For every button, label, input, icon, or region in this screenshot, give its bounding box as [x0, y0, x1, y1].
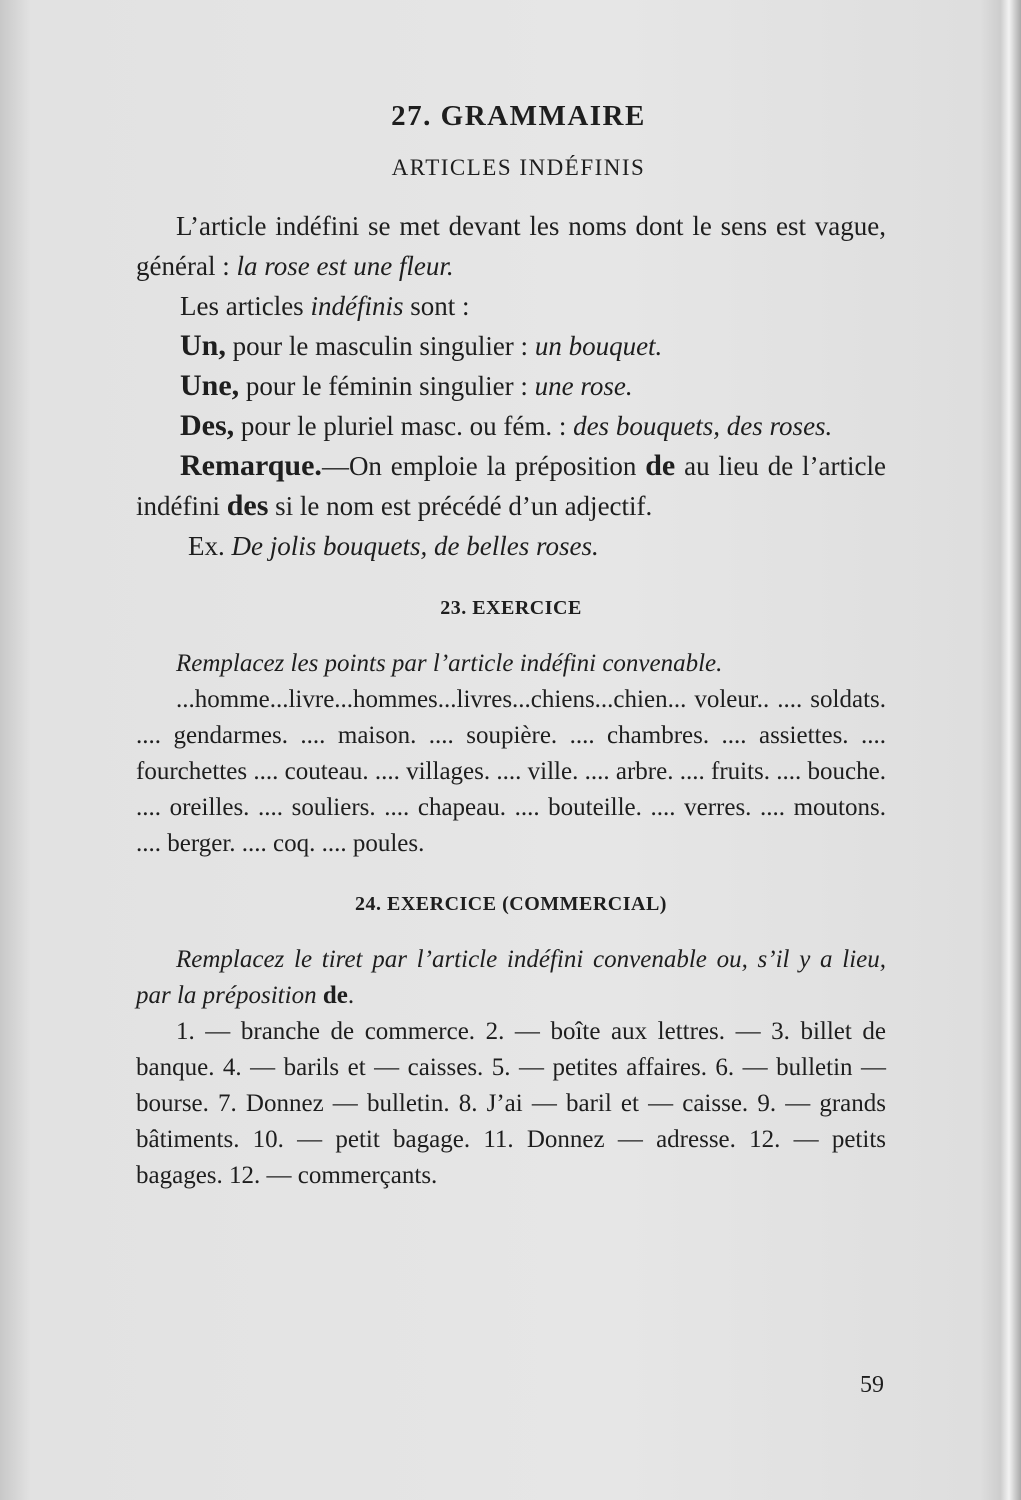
chapter-heading: 27. GRAMMAIRE [391, 100, 646, 132]
exercise-23-body: ...homme...livre...hommes...livres...chiens...chien... voleur.. .... soldats. .... gendarmes. .... maison. .... soupière. .... chambres. .... assiettes. .... fourchettes .... couteau. .... villages. .... ville. .... arbre. .... fruits. .... bouche. .... oreilles. .... souliers. .... chapeau. .... bouteille. .... verres. .... moutons. .... berger. .... coq. .... poules. [136, 686, 886, 857]
list-intro [136, 286, 886, 326]
article-term: Une, [180, 369, 240, 402]
article-item-des [136, 406, 886, 446]
list-intro-word: indéfinis [310, 291, 404, 321]
article-item-un [136, 326, 886, 366]
article-desc: pour le pluriel masc. ou fém. : [240, 411, 567, 441]
list-intro-lead: Les articles [180, 291, 304, 321]
remark-text: si le nom est précédé d’un adjectif. [275, 491, 653, 521]
exercise-24-title: 24. EXERCICE (COMMERCIAL) [355, 893, 667, 915]
exercise-23-title: 23. EXERCICE [440, 597, 582, 619]
exercise-24-instruction-text: Remplacez le tiret par l’article indéfini convenable ou, s’il y a lieu, par la préposition [136, 946, 886, 1009]
remark-paragraph [136, 446, 886, 526]
section-heading: ARTICLES INDÉFINIS [391, 155, 646, 180]
article-example: une rose. [534, 371, 633, 401]
intro-example: la rose est une fleur. [236, 251, 454, 281]
remark-bold-des: des [226, 489, 269, 522]
remark-label: Remarque. [180, 449, 322, 482]
page-edge [1001, 0, 1021, 1500]
exercise-23-instruction: Remplacez les points par l’article indéfini convenable. [176, 650, 723, 677]
intro-text: L’article indéfini se met devant les noms dont le sens est vague, général : [136, 211, 886, 281]
article-desc: pour le masculin singulier : [232, 331, 529, 361]
article-term: Des, [180, 409, 235, 442]
list-intro-tail: sont : [410, 291, 470, 321]
exercise-24-instruction-de: de [322, 982, 348, 1009]
remark-example-lead: Ex. [188, 531, 225, 561]
remark-example [136, 526, 886, 566]
intro-paragraph [136, 206, 886, 286]
exercise-24-instruction: Remplacez le tiret par l’article indéfini convenable ou, s’il y a lieu, par la préposition de. [136, 946, 886, 1009]
exercise-24-body: 1. — branche de commerce. 2. — boîte aux lettres. — 3. billet de banque. 4. — barils et — caisses. 5. — petites affaires. 6. — bulletin — bourse. 7. Donnez — bulletin. 8. J’ai — baril et — caisse. 9. — grands bâtiments. 10. — petit bagage. 11. Donnez — adresse. 12. — petits bagages. 12. — commerçants. [136, 1018, 886, 1189]
page-number: 59 [860, 1372, 884, 1398]
remark-example-text: De jolis bouquets, de belles roses. [231, 531, 599, 561]
remark-bold-de: de [645, 449, 676, 482]
article-item-une [136, 366, 886, 406]
remark-text: au lieu de l’article indéfini [136, 451, 887, 521]
page-content [136, 96, 886, 1194]
article-desc: pour le féminin singulier : [245, 371, 528, 401]
article-example: un bouquet. [534, 331, 663, 361]
article-example: des bouquets, des roses. [573, 411, 833, 441]
article-term: Un, [180, 329, 226, 362]
remark-text: —On emploie la préposition [321, 451, 637, 481]
